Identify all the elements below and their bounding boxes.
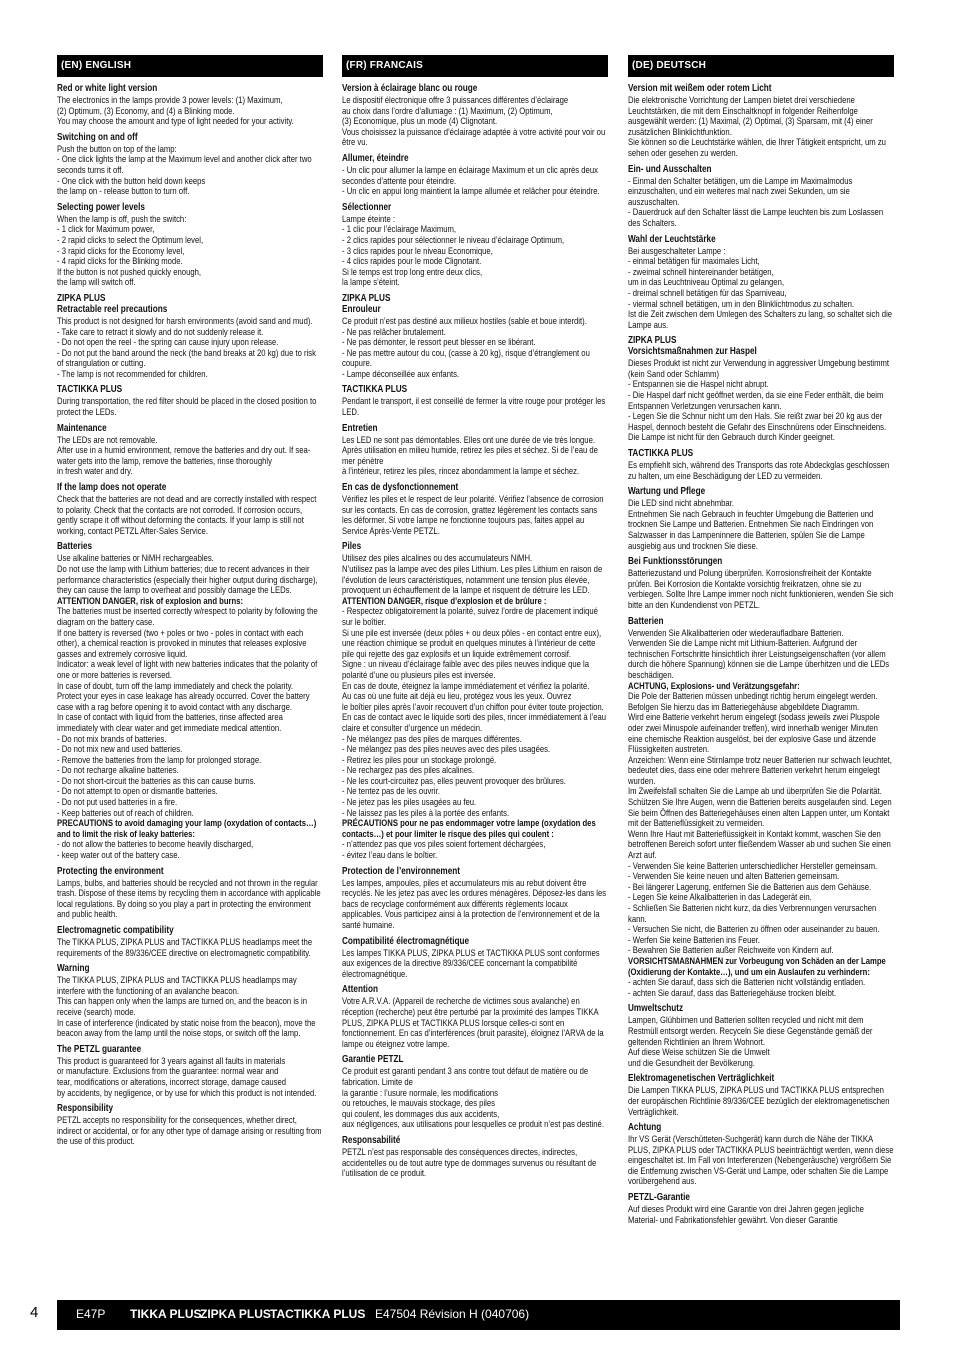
paragraph: Lampe éteinte : - 1 clic pour l’éclairage Maximum, - 2 clics rapides pour sélectionner le niveau d’éclairage Optimum, - 3 clics rapides pour le niveau Economique, - 4 clics rapides pour le mode Clignotant. Si le temps est trop long entre deux clics, la lampe s’éteint. xyxy=(342,212,565,288)
section-heading: Version à éclairage blanc ou rouge xyxy=(342,83,478,94)
section xyxy=(57,423,323,477)
paragraph: Bei ausgeschalteter Lampe : - einmal betätigen für maximales Licht, - zweimal schnell hintereinander betätigen, um in das Leuchtniveau Optimal zu gelangen, - dreimal schnell betätigen für das Sparniveau, - viermal schnell betätigen, um in den Blinklichtmodus zu schalten. Ist die Zeit zwischen dem Umlegen des Schalters zu lang, so schaltet sich die Lampe aus. xyxy=(628,244,893,330)
section xyxy=(628,234,894,331)
paragraph: Ce produit n’est pas destiné aux milieux hostiles (sable et boue interdit). - Ne pas relâcher brutalement. - Ne pas démonter, le ressort peut blesser en se libérant. - Ne pas mettre autour du cou, (casse à 20 kg), risque d’étranglement ou coupure. - Lampe déconseillée aux enfants. xyxy=(342,314,590,379)
footer-revision: E47504 Révision H (040706) xyxy=(375,1307,530,1321)
section xyxy=(342,936,608,980)
section-heading: Electromagnetic compatibility xyxy=(57,925,174,936)
section xyxy=(57,202,323,288)
paragraph: The batteries must be inserted correctly w/respect to polarity by following the diagram on the battery case. If one battery is reversed (two + poles or two - poles in contact with each other), a chemical reaction is provoked in minutes that releases explosive gasses and extremely corrosive liquid. Indicator: a weak level of light with new batteries indicates that the polarity of one or more batteries is reversed. In case of doubt, turn off the lamp immediately and check the polarity. Protect your eyes in case leakage has already occurred. Cover the battery case with a rag before opening it to avoid contact with any discharge. In case of contact with liquid from the batteries, rinse affected area immediately with clear water and get immediate medical attention. - Do not mix brands of batteries. - Do not mix new and used batteries. - Remove the batteries from the lamp for prolonged storage. - Do not recharge alkaline batteries. - Do not short-circuit the batteries as this can cause burns. - Do not attempt to open or dismantle batteries. - Do not put used batteries in a fire. - Keep batteries out of reach of children. xyxy=(57,605,318,818)
section-heading: Batteries xyxy=(57,541,93,553)
section-heading: Switching on and off xyxy=(57,131,138,143)
section-heading: Maintenance xyxy=(57,422,107,434)
section xyxy=(628,486,894,551)
language-header: (FR) FRANCAIS xyxy=(342,55,608,77)
paragraph: The electronics in the lamps provide 3 power levels: (1) Maximum, (2) Optimum, (3) Economy, and (4) a Blinking mode. You may choose the amount and type of light needed for your activity. xyxy=(57,94,294,127)
section xyxy=(628,556,894,610)
paragraph: Die Lampen TIKKA PLUS, ZIPKA PLUS und TACTIKKA PLUS entsprechen der europäischen Richtlinie 89/336/CEE bezüglich der elektromagenetischen Verträglichkeit. xyxy=(628,1084,890,1117)
warning-subheading: ACHTUNG, Explosions- und Verätzungsgefahr: xyxy=(628,679,800,691)
footer-bar xyxy=(57,1300,900,1330)
section-heading: Compatibilité électromagnétique xyxy=(342,935,470,947)
section xyxy=(342,984,608,1049)
section-heading: Ein- und Ausschalten xyxy=(628,163,712,175)
paragraph: Les lampes TIKKA PLUS, ZIPKA PLUS et TACTIKKA PLUS sont conformes aux exigences de la directive 89/336/CEE concernant la compatibilité électromagnétique. xyxy=(342,946,600,979)
paragraph: Pendant le transport, il est conseillé de fermer la vitre rouge pour protéger les LED. xyxy=(342,395,606,418)
section-heading: Version mit weißem oder rotem Licht xyxy=(628,83,772,94)
paragraph: During transportation, the red filter should be placed in the closed position to protect the LEDs. xyxy=(57,395,317,418)
section-heading: En cas de dysfonctionnement xyxy=(342,482,459,494)
section xyxy=(342,866,608,931)
section-heading: Garantie PETZL xyxy=(342,1054,404,1066)
section-heading: TACTIKKA PLUS xyxy=(628,448,694,460)
section xyxy=(342,1054,608,1130)
section xyxy=(628,335,894,443)
paragraph: Die Pole der Batterien müssen unbedingt richtig herum eingelegt werden. Befolgen Sie hierzu das im Batteriegehäuse abgebildete Diagramm. Wird eine Batterie verkehrt herum eingelegt (sodass jeweils zwei Pluspole oder zwei Minuspole aufeinander treffen), wird innerhalb weniger Minuten eine chemische Reaktion ausgelöst, bei der explosive Gase und ätzende Flüssigkeiten austreten. Anzeichen: Wenn eine Stirnlampe trotz neuer Batterien nur schwach leuchtet, bedeutet dies, dass eine oder mehrere Batterien verkehrt herum eingelegt wurden. Im Zweifelsfall schalten Sie die Lampe ab und überprüfen Sie die Polarität. Schützen Sie Ihre Augen, wenn die Batterien bereits ausgelaufen sind. Legen Sie beim Öffnen des Batteriegehäuses einen alten Lappen unter, um Kontakt mit der Batterieflüssigkeit zu vermeiden. Wenn Ihre Haut mit Batterieflüssigkeit in Kontakt kommt, waschen Sie den betroffenen Bereich sofort unter fließendem Wasser ab und suchen Sie einen Arzt auf. - Verwenden Sie keine Batterien unterschiedlicher Hersteller gemeinsam. - Verwenden Sie keine neuen und alten Batterien gemeinsam. - Bei längerer Lagerung, entfernen Sie die Batterien aus dem Gehäuse. - Legen Sie keine Alkalibatterien in das Ladegerät ein. - Schließen Sie Batterien nicht kurz, da dies Verbrennungen verursachen kann. - Versuchen Sie nicht, die Batterien zu öffnen oder auseinander zu bauen. - Werfen Sie keine Batterien ins Feuer. - Bewahren Sie Batterien außer Reichweite von Kindern auf. xyxy=(628,690,892,956)
column-french xyxy=(342,55,608,1184)
section xyxy=(57,541,323,860)
paragraph: Ihr VS Gerät (Verschütteten-Suchgerät) kann durch die Nähe der TIKKA PLUS, ZIPKA PLUS oder TACTIKKA PLUS beeinträchtigt werden, wenn diese eingeschaltet ist. Im Fall von Interferenzen (Nebengeräusche) vergrößern Sie die Entfernung zwischen VS-Gerät und Lampe, oder schalten Sie die Lampe vorübergehend aus. xyxy=(628,1133,894,1187)
column-german xyxy=(628,55,894,1230)
column-english xyxy=(57,55,323,1152)
paragraph: When the lamp is off, push the switch: - 1 click for Maximum power, - 2 rapid clicks to select the Optimum level, - 3 rapid clicks for the Economy level, - 4 rapid clicks for the Blinking mode. If the button is not pushed quickly enough, the lamp will switch off. xyxy=(57,212,204,288)
section-heading: Responsabilité xyxy=(342,1134,401,1146)
section xyxy=(57,132,323,197)
section xyxy=(342,541,608,860)
section-heading: Warning xyxy=(57,963,90,975)
paragraph: Es empfiehlt sich, während des Transports das rote Abdeckglas geschlossen zu halten, um eine Beschädigung der LED zu vermeiden. xyxy=(628,459,890,481)
paragraph: - n’attendez pas que vos piles soient fortement déchargées, - évitez l’eau dans le boîtier. xyxy=(342,838,546,861)
warning-subheading: VORSICHTSMAßNAHMEN zur Vorbeugung von Schäden an der Lampe (Oxidierung der Kontakte…), und um ein Auslaufen zu verhindern: xyxy=(628,954,886,977)
section-heading: ZIPKA PLUS Enrouleur xyxy=(342,292,391,315)
section-heading: Protecting the environment xyxy=(57,865,164,877)
paragraph: Les lampes, ampoules, piles et accumulateurs mis au rebut doivent être recyclés. Ne les jetez pas avec les ordures ménagères. Déposez-les dans les bacs de recyclage conformément aux différents règlements locaux applicables. Vous participez ainsi à la protection de l’environnement et de la santé humaine. xyxy=(342,876,607,930)
section-heading: Batterien xyxy=(628,615,664,627)
paragraph: Utilisez des piles alcalines ou des accumulateurs NiMH. N’utilisez pas la lampe avec des piles Lithium. Les piles Lithium en raison de l’évolution de leurs caractéristiques, notamment une tension plus élevée, provoquent un échauffement de la lampe et risquent de détruire les LED. xyxy=(342,552,603,596)
section xyxy=(342,482,608,536)
section-heading: Entretien xyxy=(342,422,378,434)
paragraph: This product is not designed for harsh environments (avoid sand and mud). - Take care to retract it slowly and do not suddenly release it. - Do not open the reel - the spring can cause injury upon release. - Do not put the band around the neck (the band breaks at 20 kg) due to risk of strangulation or cutting. - The lamp is not recommended for children. xyxy=(57,314,316,379)
paragraph: Vérifiez les piles et le respect de leur polarité. Vérifiez l’absence de corrosion sur les contacts. En cas de corrosion, grattez légèrement les contacts sans les déformer. Si votre lampe ne fonctionne toujours pas, faites appel au Service Après-Vente PETZL. xyxy=(342,493,604,536)
section-heading: The PETZL guarantee xyxy=(57,1043,142,1055)
section xyxy=(628,1192,894,1225)
section-heading: Wahl der Leuchtstärke xyxy=(628,233,716,245)
footer-document-code: E47P xyxy=(76,1307,106,1321)
section xyxy=(628,448,894,481)
section-heading: Sélectionner xyxy=(342,201,392,213)
paragraph: - Respectez obligatoirement la polarité, suivez l’ordre de placement indiqué sur le boîtier. Si une pile est inversée (deux pôles + ou deux pôles - en contact entre eux), une réaction chimique se produit en quelques minutes à l’intérieur de cette pile qui rejette des gaz explosifs et un liquide extrêmement corrosif. Signe : un niveau d’éclairage faible avec des piles neuves indique que la polarité d’une ou plusieurs piles est inversée. En cas de doute, éteignez la lampe immédiatement et vérifiez la polarité. Au cas où une fuite ait déjà eu lieu, protégez vous les yeux. Ouvrez le boîtier piles après l’avoir recouvert d’un chiffon pour éviter toute projection. En cas de contact avec le liquide sorti des piles, rincer immédiatement à l’eau claire et consulter d’urgence un médecin. - Ne mélangez pas des piles de marques différentes. - Ne mélangez pas des piles neuves avec des piles usagées. - Retirez les piles pour un stockage prolongé. - Ne rechargez pas des piles alcalines. - Ne les court-circuitez pas, elles peuvent provoquer des brûlures. - Ne tentez pas de les ouvrir. - Ne jetez pas les piles usagées au feu. - Ne laissez pas les piles à la portée des enfants. xyxy=(342,605,607,818)
paragraph: Dieses Produkt ist nicht zur Verwendung in aggressiver Umgebung bestimmt (kein Sand oder Schlamm) - Entspannen sie die Haspel nicht abrupt. - Die Haspel darf nicht geöffnet werden, da sie eine Feder enthält, die beim Entspannen Verletzungen verursachen kann. - Legen Sie die Schnur nicht um den Hals. Sie reißt zwar bei 20 kg aus der Haspel, dennoch besteht die Gefahr des Einschnürens oder Einschneidens. Die Lampe ist nicht für den Gebrauch durch Kinder geeignet. xyxy=(628,357,890,443)
section xyxy=(628,616,894,999)
section-heading: Piles xyxy=(342,541,362,553)
section xyxy=(342,202,608,288)
language-header: (DE) DEUTSCH xyxy=(628,55,894,77)
warning-subheading: PRÉCAUTIONS pour ne pas endommager votre lampe (oxydation des contacts…) et pour limiter le risque des piles qui coulent : xyxy=(342,817,596,839)
section xyxy=(57,1103,323,1147)
paragraph: Les LED ne sont pas démontables. Elles ont une durée de vie très longue. Après utilisation en milieu humide, retirez les piles et séchez. Si de l’eau de mer pénètre à l’intérieur, retirez les piles, rincez abondamment la lampe et séchez. xyxy=(342,433,598,477)
section-heading: ZIPKA PLUS Retractable reel precautions xyxy=(57,292,168,315)
section xyxy=(628,1122,894,1187)
page-number: 4 xyxy=(30,1304,39,1321)
paragraph: Die elektronische Vorrichtung der Lampen bietet drei verschiedene Leuchtstärken, die mit dem Einschaltknopf in folgender Reihenfolge ausgewählt werden: (1) Maximal, (2) Optimal, (3) Sparsam, mit (4) einer zusätzlichen Blinklichtfunktion. Sie können so die Leuchtstärke wählen, die Ihrer Tätigkeit entspricht, um zu sehen oder gesehen zu werden. xyxy=(628,94,886,158)
section xyxy=(342,153,608,197)
paragraph: Verwenden Sie Alkalibatterien oder wiederaufladbare Batterien. Verwenden Sie die Lampe nicht mit Lithium-Batterien. Aufgrund der technischen Fortschritte hinsichtlich ihrer Leistungseigenschaften (vor allem durch die höhere Spannung) können sie die Lampe überhitzen und die LEDs beschädigen. xyxy=(628,626,890,680)
paragraph: Votre A.R.V.A. (Appareil de recherche de victimes sous avalanche) en réception (recherche) peut être perturbé par la proximité des lampes TIKKA PLUS, ZIPKA PLUS et TACTIKKA PLUS lorsque celles-ci sont en fonctionnement. En cas d’interférences (bruit parasite), éloignez l’ARVA de la lampe ou éteignez votre lampe. xyxy=(342,995,604,1049)
paragraph: The TIKKA PLUS, ZIPKA PLUS and TACTIKKA PLUS headlamps may interfere with the functioning of an avalanche beacon. This can happen only when the lamps are turned on, and the beacon is in receive (search) mode. In case of interference (indicated by static noise from the beacon), move the beacon away from the lamp until the noise stops, or switch off the lamp. xyxy=(57,974,316,1039)
paragraph: Die LED sind nicht abnehmbar. Entnehmen Sie nach Gebrauch in feuchter Umgebung die Batterien und trocknen Sie Lampe und Batterien. Entnehmen Sie nach Eindringen von Salzwasser in das Lampeninnere die Batterien, spülen Sie die Lampe ausgiebig aus und trocknen Sie diese. xyxy=(628,497,874,551)
paragraph: - do not allow the batteries to become heavily discharged, - keep water out of the battery case. xyxy=(57,838,254,861)
section xyxy=(57,925,323,958)
warning-subheading: ATTENTION DANGER, risque d’explosion et de brûlure : xyxy=(342,594,547,606)
section xyxy=(628,164,894,229)
paragraph: This product is guaranteed for 3 years against all faults in materials or manufacture. Exclusions from the guarantee: normal wear and tear, modifications or alterations, incorrect storage, damage caused by accidents, by negligence, or by use for which this product is not intended. xyxy=(57,1054,317,1098)
section-heading: Responsibility xyxy=(57,1103,114,1115)
paragraph: Lamps, bulbs, and batteries should be recycled and not thrown in the regular trash. Dispose of these items by recycling them in accordance with applicable local regulations. By doing so you play a part in protecting the environment and public health. xyxy=(57,876,321,920)
footer-product-zipka-plus: ZIPKA PLUS xyxy=(200,1307,271,1321)
section-heading: Achtung xyxy=(628,1122,662,1134)
paragraph: - Einmal den Schalter betätigen, um die Lampe im Maximalmodus einzuschalten, und ein weiteres mal nach zwei Sekunden, um sie auszuschalten. - Dauerdruck auf den Schalter lässt die Lampe leuchten bis zum Loslassen des Schalters. xyxy=(628,174,884,228)
footer-product-tactikka-plus: TACTIKKA PLUS xyxy=(270,1307,366,1321)
paragraph: PETZL accepts no responsibility for the consequences, whether direct, indirect or accidental, or for any other type of damage arising or resulting from the use of this product. xyxy=(57,1114,322,1147)
language-header: (EN) ENGLISH xyxy=(57,55,323,77)
section-heading: Attention xyxy=(342,984,378,996)
section-heading: Selecting power levels xyxy=(57,201,145,213)
section xyxy=(342,293,608,380)
section-heading: Elektromagenetischen Verträglichkeit xyxy=(628,1073,775,1085)
section-heading: Protection de l’environnement xyxy=(342,865,461,877)
section-heading: Allumer, éteindre xyxy=(342,152,409,164)
paragraph: The TIKKA PLUS, ZIPKA PLUS and TACTIKKA PLUS headlamps meet the requirements of the 89/336/CEE directive on electromagnetic compatibility. xyxy=(57,936,313,958)
section-heading: TACTIKKA PLUS xyxy=(57,384,123,396)
section xyxy=(57,963,323,1039)
section-heading: PETZL-Garantie xyxy=(628,1192,690,1204)
section-heading: Wartung und Pflege xyxy=(628,486,706,498)
section-heading: ZIPKA PLUS Vorsichtsmaßnahmen zur Haspel xyxy=(628,335,757,358)
paragraph: PETZL n’est pas responsable des conséquences directes, indirectes, accidentelles ou de tout autre type de dommages survenus ou résultant de l’utilisation de ce produit. xyxy=(342,1145,597,1179)
paragraph: Ce produit est garanti pendant 3 ans contre tout défaut de matière ou de fabrication. Limite de la garantie : l’usure normale, les modifications ou retouches, le mauvais stockage, des piles qui coulent, les dommages dus aux accidents, aux négligences, aux utilisations pour lesquelles ce produit n’est pas destiné. xyxy=(342,1065,604,1130)
section xyxy=(57,1044,323,1098)
section-heading: If the lamp does not operate xyxy=(57,482,167,494)
section-heading: Bei Funktionsstörungen xyxy=(628,556,723,568)
paragraph: The LEDs are not removable. After use in a humid environment, remove the batteries and dry out. If sea-water gets into the lamp, remove the batteries, rinse thoroughly in fresh water and dry. xyxy=(57,433,311,477)
footer-product-tikka-plus: TIKKA PLUS xyxy=(130,1307,202,1321)
section xyxy=(57,482,323,536)
section xyxy=(342,384,608,417)
paragraph: Le dispositif électronique offre 3 puissances différentes d’éclairage au choix dans l’ordre d’allumage : (1) Maximum, (2) Optimum, (3) Economique, plus un mode (4) Clignotant. Vous choisissez la puissance d’éclairage adaptée à votre activité pour voir ou être vu. xyxy=(342,94,606,148)
warning-subheading: ATTENTION DANGER, risk of explosion and burns: xyxy=(57,594,244,606)
paragraph: - achten Sie darauf, dass sich die Batterien nicht vollständig entladen. - achten Sie darauf, dass das Batteriegehäuse trocken bleibt. xyxy=(628,976,866,998)
paragraph: - Un clic pour allumer la lampe en éclairage Maximum et un clic après deux secondes d’attente pour éteindre. - Un clic en appui long maintient la lampe allumée et relâcher pour éteindre. xyxy=(342,163,600,197)
paragraph: Lampen, Glühbirnen und Batterien sollten recycled und nicht mit dem Restmüll entsorgt werden. Recyceln Sie diese Gegenstände gemäß der geltenden Richtlinien an Ihrem Wohnort. Auf diese Weise schützen Sie die Umwelt und die Gesundheit der Bevölkerung. xyxy=(628,1014,873,1068)
section-heading: TACTIKKA PLUS xyxy=(342,384,408,396)
section xyxy=(628,1073,894,1117)
paragraph: Use alkaline batteries or NiMH rechargeables. Do not use the lamp with Lithium batteries; due to recent advances in their performance characteristics (especially their higher output during discharge), they can cause the lamp to overheat and possibly damage the LEDs. xyxy=(57,552,318,596)
section xyxy=(628,1003,894,1068)
paragraph: Push the button on top of the lamp: - One click lights the lamp at the Maximum level and another click after two seconds turns it off. - One click with the button held down keeps the lamp on - release button to turn off. xyxy=(57,142,312,197)
section xyxy=(57,866,323,920)
paragraph: Batteriezustand und Polung überprüfen. Korrosionsfreiheit der Kontakte prüfen. Bei Korrosion die Kontakte vorsichtig freikratzen, ohne sie zu verbiegen. Sollte Ihre Lampe immer noch nicht funktionieren, wenden Sie sich bitte an den Kundendienst von PETZL. xyxy=(628,567,894,610)
section-heading: Umweltschutz xyxy=(628,1003,684,1015)
section xyxy=(57,384,323,417)
section xyxy=(628,83,894,159)
section xyxy=(57,293,323,380)
warning-subheading: PRECAUTIONS to avoid damaging your lamp (oxydation of contacts…) and to limit the risk of leaky batteries: xyxy=(57,817,317,839)
section-heading: Red or white light version xyxy=(57,83,158,94)
section xyxy=(342,423,608,477)
paragraph: Check that the batteries are not dead and are correctly installed with respect to polarity. Check that the contacts are not corroded. If corrosion occurs, gently scrape it off without deforming the contacts. If your lamp is still not working, contact PETZL After-Sales Service. xyxy=(57,493,317,536)
section xyxy=(57,83,323,127)
paragraph: Auf dieses Produkt wird eine Garantie von drei Jahren gegen jegliche Material- und Fabrikationsfehler gewährt. Von dieser Garantie xyxy=(628,1203,864,1225)
section xyxy=(342,1135,608,1179)
section xyxy=(342,83,608,148)
